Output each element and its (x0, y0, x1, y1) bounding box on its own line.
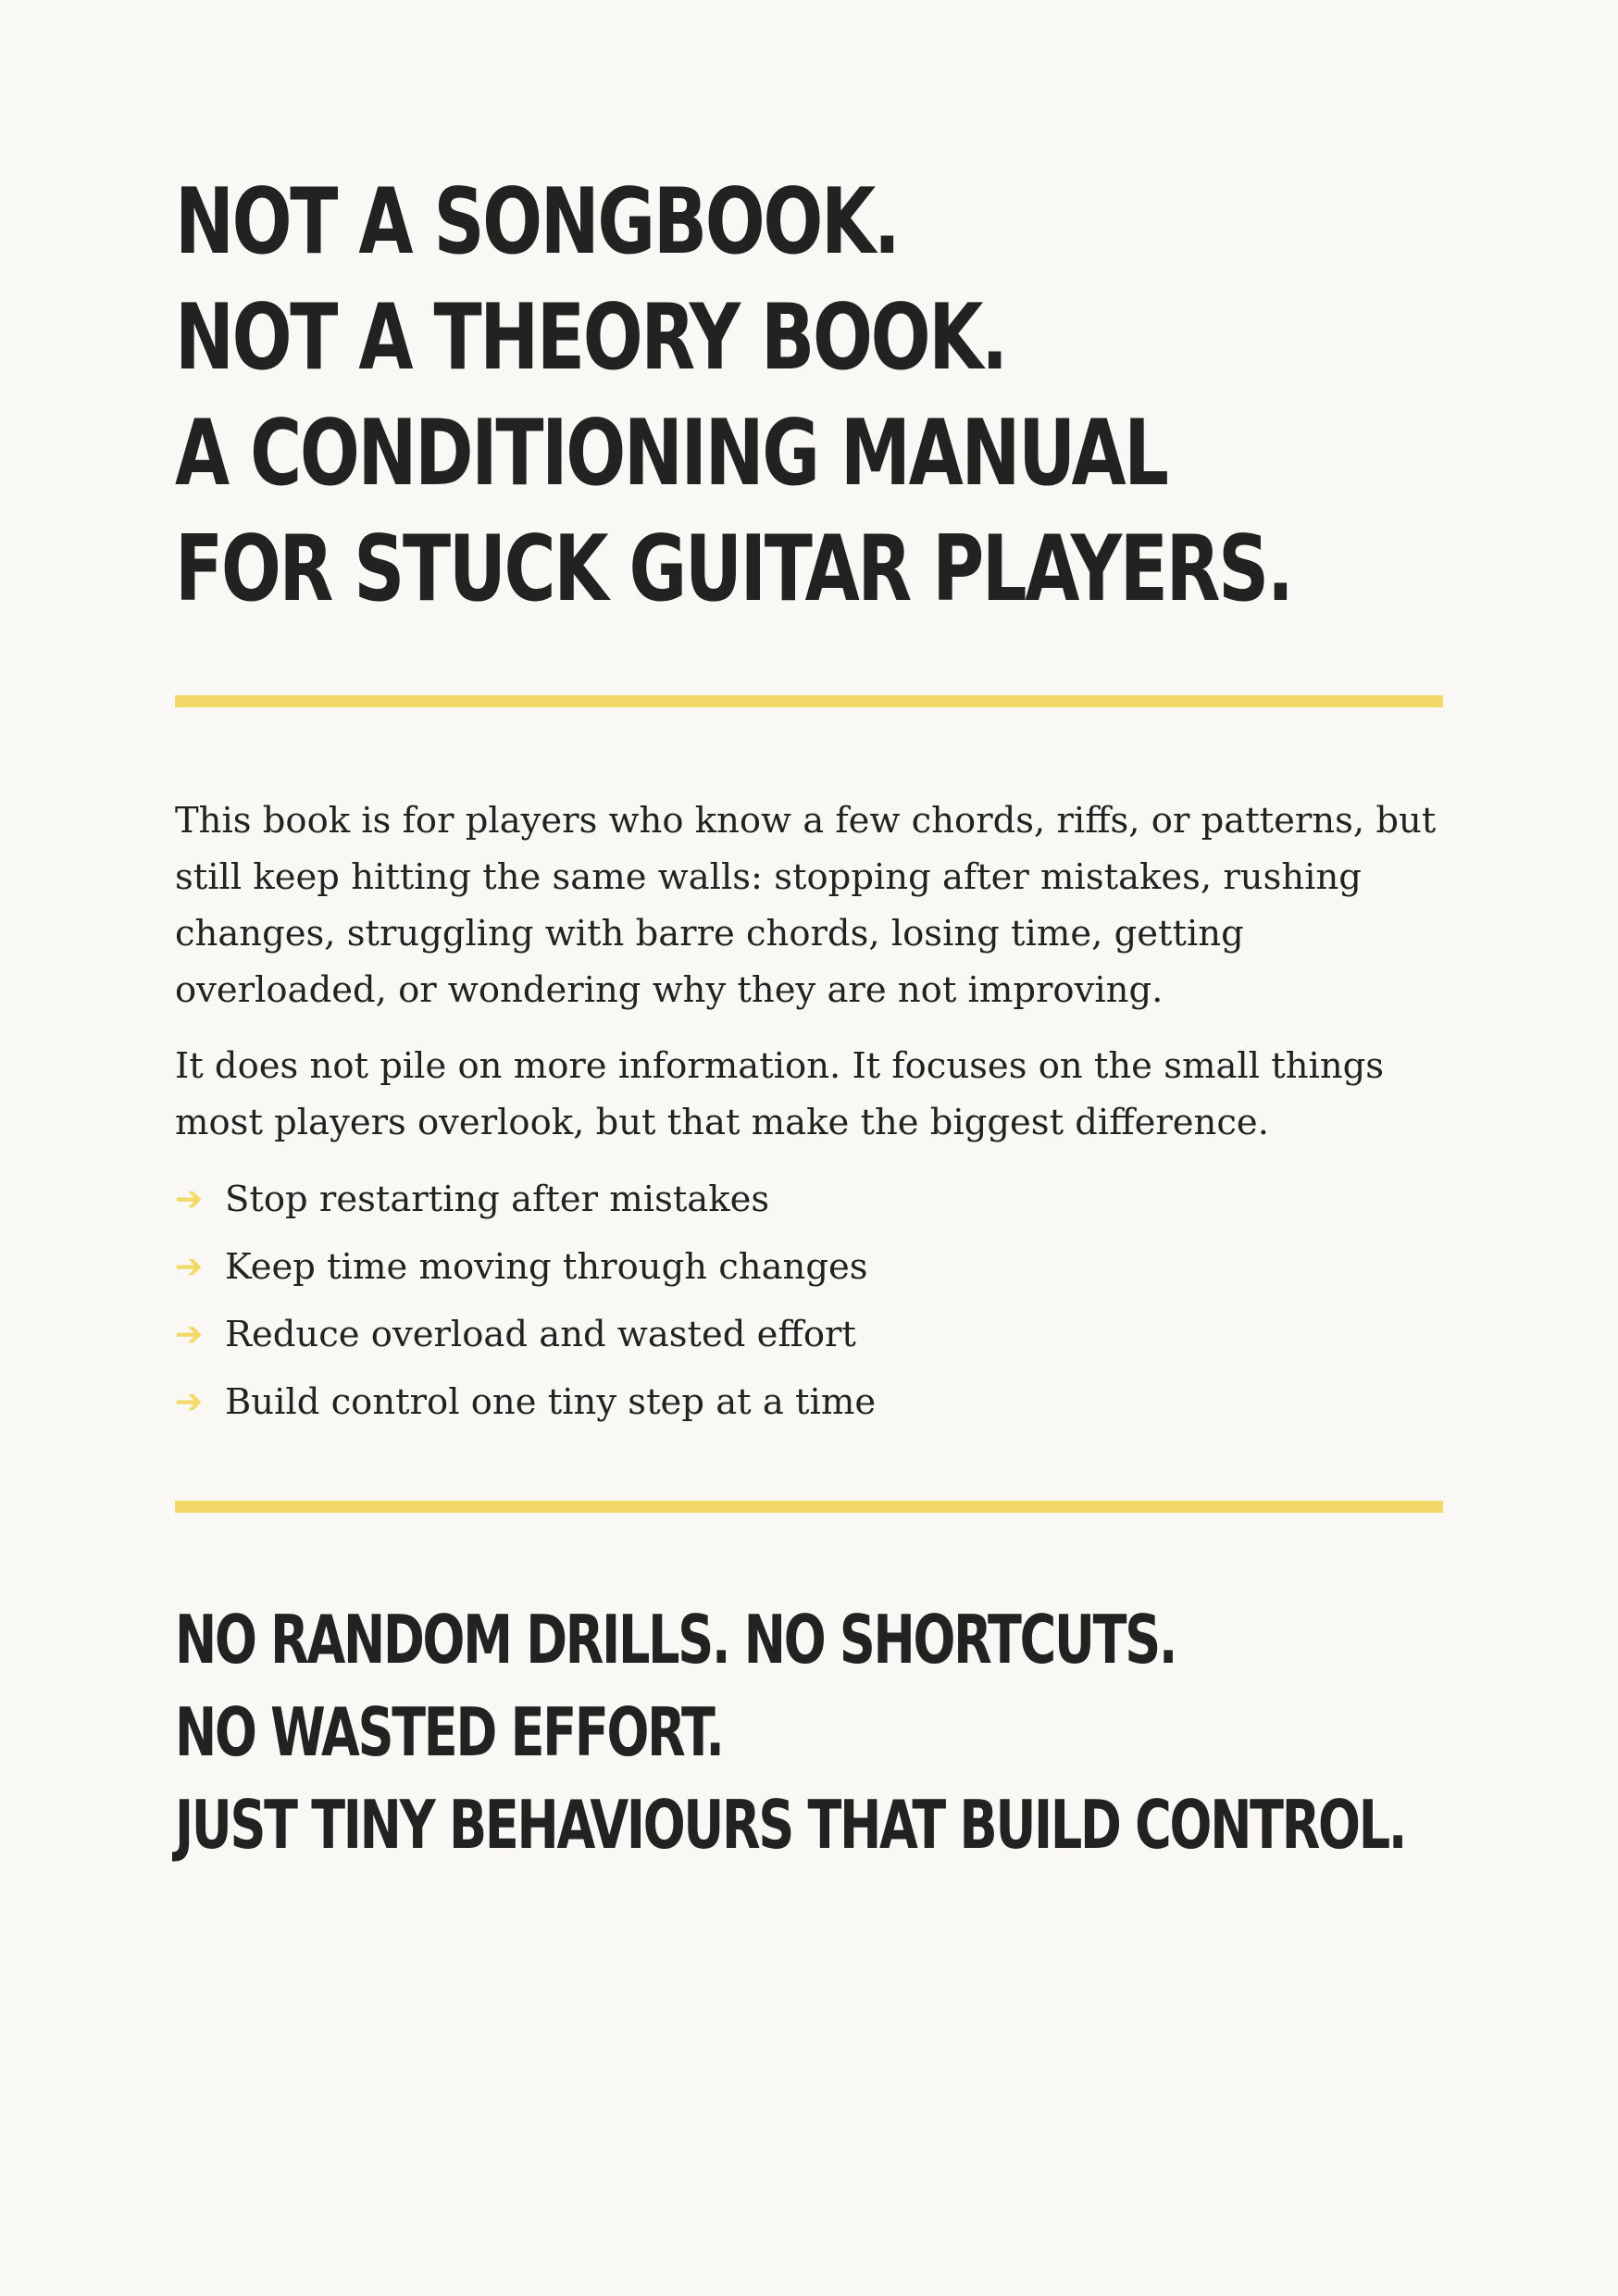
list-item-label: Build control one tiny step at a time (225, 1381, 877, 1423)
arrow-right-icon: ➔ (175, 1383, 204, 1421)
closing-line-2: NO WASTED EFFORT. (175, 1693, 723, 1771)
headline-line-3: A CONDITIONING MANUAL (175, 401, 1167, 506)
list-item-label: Stop restarting after mistakes (225, 1179, 770, 1220)
arrow-right-icon: ➔ (175, 1248, 204, 1286)
divider-top (175, 695, 1443, 707)
benefits-list (175, 1171, 876, 1441)
closing-statement (175, 1593, 1405, 1871)
intro-paragraph-2: It does not pile on more information. It focuses on the small things most players overlook, but that make the biggest difference. (175, 1045, 1385, 1143)
arrow-right-icon: ➔ (175, 1180, 204, 1218)
list-item-label: Reduce overload and wasted effort (225, 1314, 856, 1355)
list-item (175, 1171, 876, 1239)
list-item (175, 1374, 876, 1441)
arrow-right-icon: ➔ (175, 1316, 204, 1354)
list-item (175, 1239, 876, 1306)
intro-paragraph-1: This book is for players who know a few chords, riffs, or patterns, but still keep hitting the same walls: stopping after mistakes, rushing changes, struggling with barre chords, losing time, getting overloaded, or wondering why they are not improving. (175, 800, 1437, 1011)
closing-line-1: NO RANDOM DRILLS. NO SHORTCUTS. (175, 1601, 1176, 1678)
headline-line-4: FOR STUCK GUITAR PLAYERS. (175, 517, 1292, 622)
list-item-label: Keep time moving through changes (225, 1246, 868, 1288)
headline-line-2: NOT A THEORY BOOK. (175, 285, 1006, 391)
divider-bottom (175, 1501, 1443, 1513)
list-item (175, 1306, 876, 1374)
headline-line-1: NOT A SONGBOOK. (175, 169, 899, 275)
headline (175, 165, 1292, 628)
closing-line-3: JUST TINY BEHAVIOURS THAT BUILD CONTROL. (175, 1786, 1406, 1864)
